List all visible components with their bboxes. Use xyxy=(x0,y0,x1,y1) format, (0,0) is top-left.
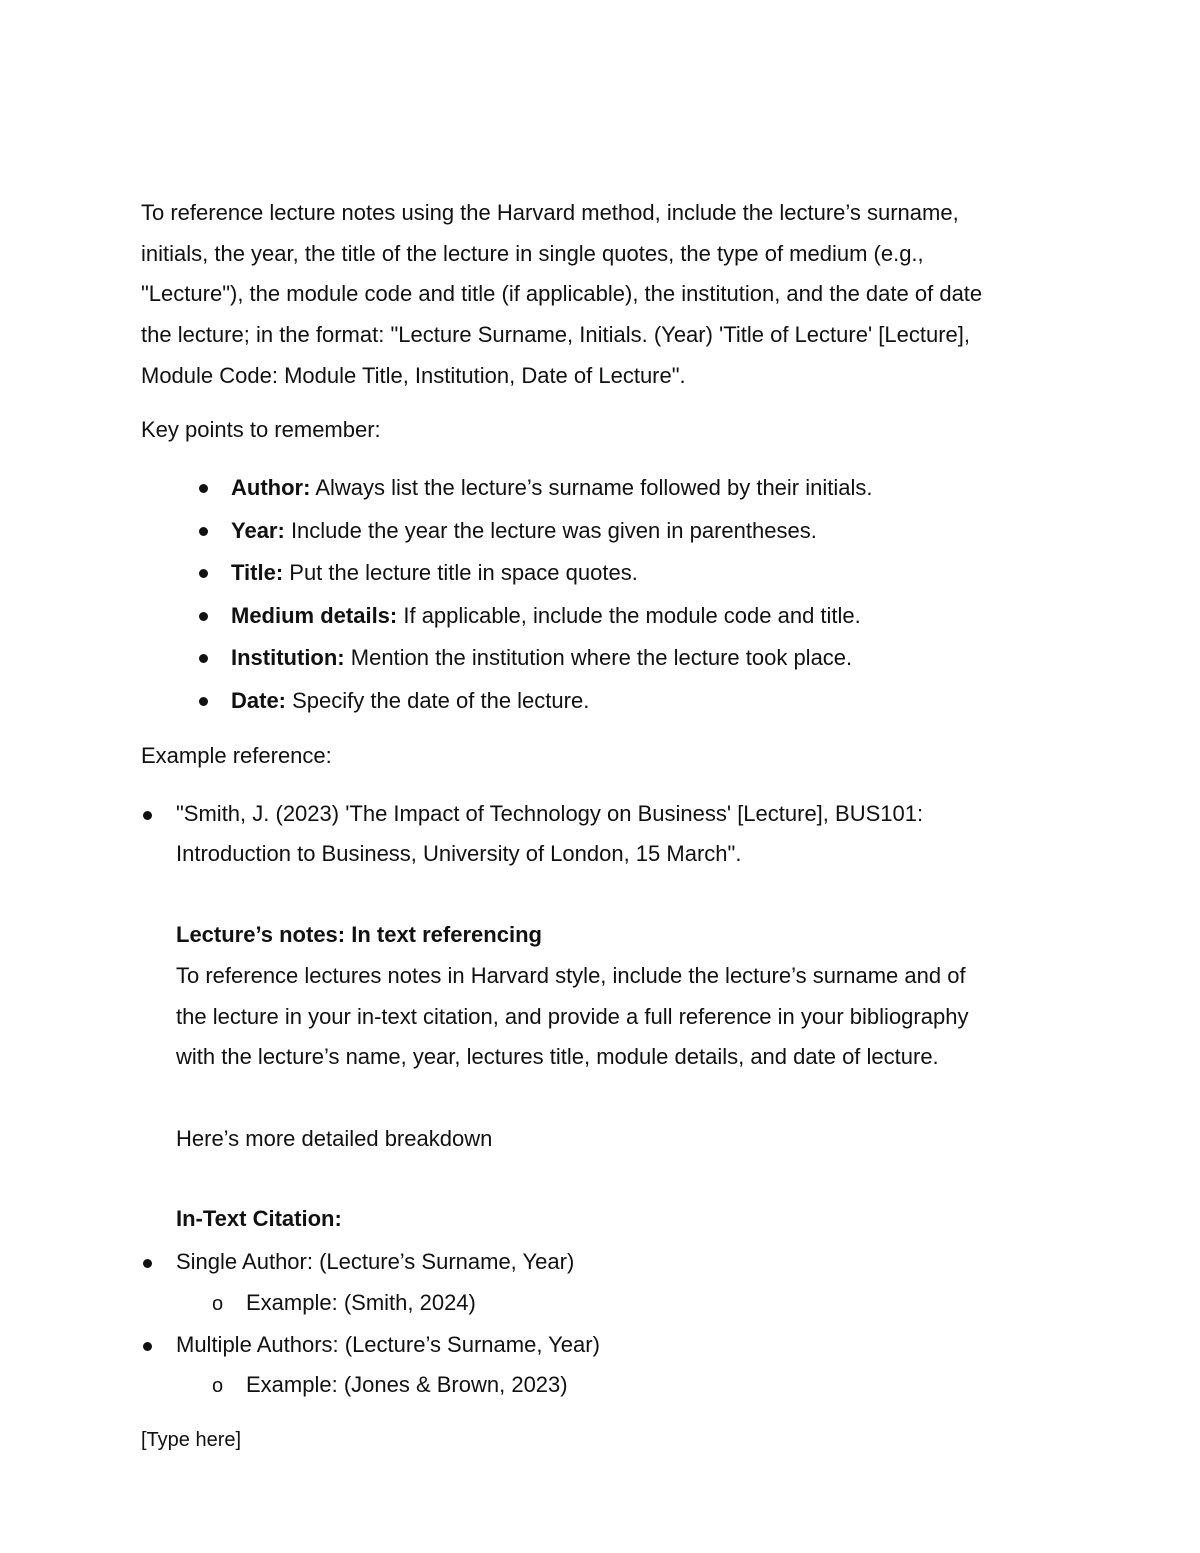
in-text-section-body xyxy=(176,956,968,1078)
bullet-icon xyxy=(143,1259,152,1268)
key-point-item xyxy=(199,467,873,510)
footer-placeholder[interactable]: [Type here] xyxy=(141,1429,242,1451)
intro-line: the lecture; in the format: "Lecture Surname, Initials. (Year) 'Title of Lecture' [Lecture], xyxy=(141,322,970,348)
citation-item-text: Single Author: (Lecture’s Surname, Year) xyxy=(176,1249,575,1274)
citation-item xyxy=(141,1325,600,1365)
intro-paragraph xyxy=(141,193,1061,397)
citation-example-text: Example: (Smith, 2024) xyxy=(246,1290,476,1315)
key-point-text: Mention the institution where the lecture took place. xyxy=(344,645,853,670)
key-point-item xyxy=(199,637,873,680)
citation-heading: In-Text Citation: xyxy=(176,1206,342,1231)
circle-bullet-icon: o xyxy=(212,1293,224,1315)
bullet-icon xyxy=(199,569,208,578)
intro-line: "Lecture"), the module code and title (if applicable), the institution, and the date of date xyxy=(141,281,983,307)
key-point-text: Always list the lecture’s surname followed by their initials. xyxy=(310,475,873,500)
citation-item xyxy=(141,1242,574,1282)
key-point-text: Specify the date of the lecture. xyxy=(286,687,590,713)
citation-example-text: Example: (Jones & Brown, 2023) xyxy=(246,1372,568,1397)
key-points-list xyxy=(199,467,873,722)
key-point-label: Date: xyxy=(231,687,287,713)
bullet-icon xyxy=(199,612,208,621)
key-point-item xyxy=(199,680,873,723)
example-heading: Example reference: xyxy=(141,743,332,768)
bullet-icon xyxy=(199,654,208,663)
bullet-icon xyxy=(199,484,208,493)
key-point-text: Put the lecture title in space quotes. xyxy=(283,560,638,585)
citation-sub-item xyxy=(212,1283,476,1324)
key-point-label: Institution: xyxy=(231,645,345,670)
body-line: To reference lectures notes in Harvard style, include the lecture’s surname and of xyxy=(176,963,966,988)
in-text-section-heading: Lecture’s notes: In text referencing xyxy=(176,922,542,947)
key-point-text: Include the year the lecture was given in parentheses. xyxy=(284,517,817,543)
key-point-label: Author: xyxy=(231,475,311,500)
key-point-label: Medium details: xyxy=(231,602,398,628)
example-reference-text xyxy=(176,794,923,874)
circle-bullet-icon: o xyxy=(212,1375,224,1397)
bullet-icon xyxy=(199,697,208,706)
bullet-icon xyxy=(143,1342,152,1351)
intro-line: Module Code: Module Title, Institution, Date of Lecture". xyxy=(141,362,686,388)
bullet-icon xyxy=(143,811,152,820)
example-line: Introduction to Business, University of London, 15 March". xyxy=(176,841,742,866)
breakdown-text: Here’s more detailed breakdown xyxy=(176,1126,493,1151)
citation-item-text: Multiple Authors: (Lecture’s Surname, Year) xyxy=(176,1332,600,1357)
example-line: "Smith, J. (2023) 'The Impact of Technology on Business' [Lecture], BUS101: xyxy=(176,801,924,826)
key-point-text: If applicable, include the module code and title. xyxy=(397,602,861,628)
key-point-item xyxy=(199,510,873,553)
body-line: the lecture in your in-text citation, and provide a full reference in your bibliography xyxy=(176,1003,969,1029)
key-point-label: Year: xyxy=(231,517,285,543)
body-line: with the lecture’s name, year, lectures title, module details, and date of lecture. xyxy=(176,1044,939,1069)
key-point-item xyxy=(199,552,873,595)
intro-line: initials, the year, the title of the lecture in single quotes, the type of medium (e.g., xyxy=(141,240,924,266)
intro-line: To reference lecture notes using the Harvard method, include the lecture’s surname, xyxy=(141,200,959,225)
citation-sub-item xyxy=(212,1365,568,1406)
key-point-item xyxy=(199,595,873,638)
bullet-icon xyxy=(199,527,208,536)
key-points-heading: Key points to remember: xyxy=(141,417,381,442)
key-point-label: Title: xyxy=(231,560,284,585)
